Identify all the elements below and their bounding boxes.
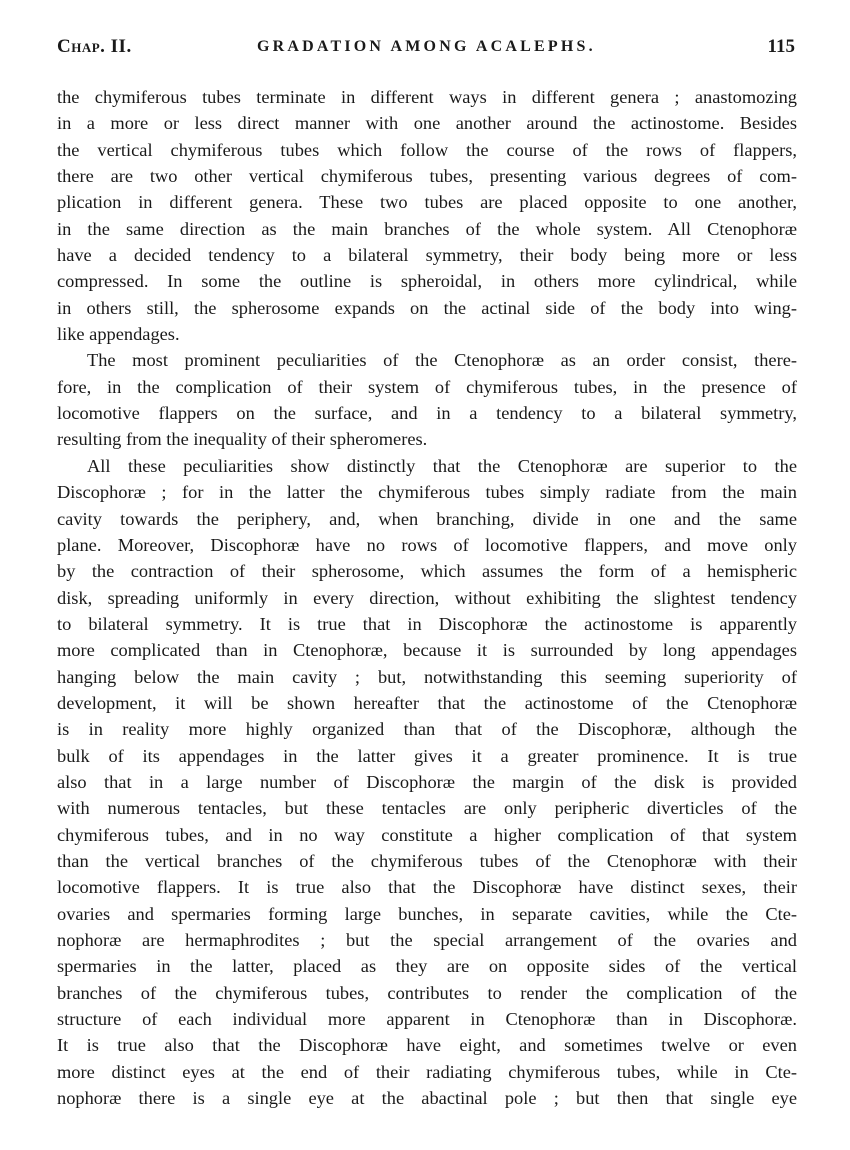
text-line: branches of the chymiferous tubes, contributes to render the complication of the (57, 982, 797, 1003)
text-line: Discophoræ ; for in the latter the chymiferous tubes simply radiate from the main (57, 482, 797, 503)
text-line: locomotive flappers on the surface, and in a tendency to a bilateral symmetry, (57, 403, 797, 424)
text-line: structure of each individual more apparent in Ctenophoræ than in Discophoræ. (57, 1009, 797, 1030)
text-line: compressed. In some the outline is spheroidal, in others more cylindrical, while (57, 271, 797, 292)
text-line: plane. Moreover, Discophoræ have no rows of locomotive flappers, and move only (57, 534, 797, 555)
text-line: chymiferous tubes, and in no way constitute a higher complication of that system (57, 824, 797, 845)
text-line: It is true also that the Discophoræ have eight, and sometimes twelve or even (57, 1035, 797, 1056)
text-line: nophoræ are hermaphrodites ; but the special arrangement of the ovaries and (57, 930, 797, 950)
text-line: resulting from the inequality of their spheromeres. (57, 429, 428, 450)
body-text (57, 84, 797, 1111)
text-line: All these peculiarities show distinctly that the Ctenophoræ are superior to the (87, 455, 797, 476)
text-line: have a decided tendency to a bilateral symmetry, their body being more or less (57, 245, 797, 266)
text-line: in others still, the spherosome expands on the actinal side of the body into wing- (57, 297, 797, 318)
text-line: is in reality more highly organized than that of the Discophoræ, although the (57, 719, 797, 740)
chapter-label: Chap. II. (57, 36, 132, 57)
text-line: than the vertical branches of the chymiferous tubes of the Ctenophoræ with their (57, 850, 797, 871)
text-line: fore, in the complication of their system of chymiferous tubes, in the presence of (57, 376, 797, 397)
text-line: the vertical chymiferous tubes which follow the course of the rows of flappers, (57, 139, 797, 160)
text-line: disk, spreading uniformly in every direction, without exhibiting the slightest tendency (57, 587, 797, 608)
text-line: by the contraction of their spherosome, which assumes the form of a hemispheric (57, 561, 797, 582)
running-head (57, 36, 795, 62)
text-line: the chymiferous tubes terminate in different ways in different genera ; anastomozing (57, 87, 797, 107)
text-line: more complicated than in Ctenophoræ, because it is surrounded by long appendages (57, 640, 797, 661)
text-line: bulk of its appendages in the latter gives it a greater prominence. It is true (57, 745, 797, 766)
text-line: locomotive flappers. It is true also that the Discophoræ have distinct sexes, their (57, 877, 797, 898)
text-line: ovaries and spermaries forming large bunches, in separate cavities, while the Cte- (57, 903, 797, 924)
text-line: plication in different genera. These two tubes are placed opposite to one another, (57, 192, 797, 213)
text-line: more distinct eyes at the end of their radiating chymiferous tubes, while in Cte- (57, 1061, 797, 1082)
text-line: spermaries in the latter, placed as they are on opposite sides of the vertical (57, 956, 797, 977)
text-line: hanging below the main cavity ; but, notwithstanding this seeming superiority of (57, 666, 797, 687)
running-title: GRADATION AMONG ACALEPHS. (257, 38, 596, 55)
text-line: like appendages. (57, 324, 180, 345)
text-line: there are two other vertical chymiferous tubes, presenting various degrees of com- (57, 166, 797, 187)
text-line: in the same direction as the main branches of the whole system. All Ctenophoræ (57, 218, 797, 239)
text-line: also that in a large number of Discophoræ the margin of the disk is provided (57, 771, 797, 792)
text-line: with numerous tentacles, but these tentacles are only peripheric diverticles of the (57, 798, 797, 819)
text-line: in a more or less direct manner with one another around the actinostome. Besides (57, 113, 797, 134)
text-line: to bilateral symmetry. It is true that in Discophoræ the actinostome is apparently (57, 613, 797, 634)
text-line: cavity towards the periphery, and, when branching, divide in one and the same (57, 508, 797, 529)
text-line: nophoræ there is a single eye at the abactinal pole ; but then that single eye (57, 1088, 797, 1109)
page-number: 115 (767, 36, 795, 57)
text-line: development, it will be shown hereafter that the actinostome of the Ctenophoræ (57, 692, 797, 713)
text-line: The most prominent peculiarities of the Ctenophoræ as an order consist, there- (87, 350, 797, 371)
